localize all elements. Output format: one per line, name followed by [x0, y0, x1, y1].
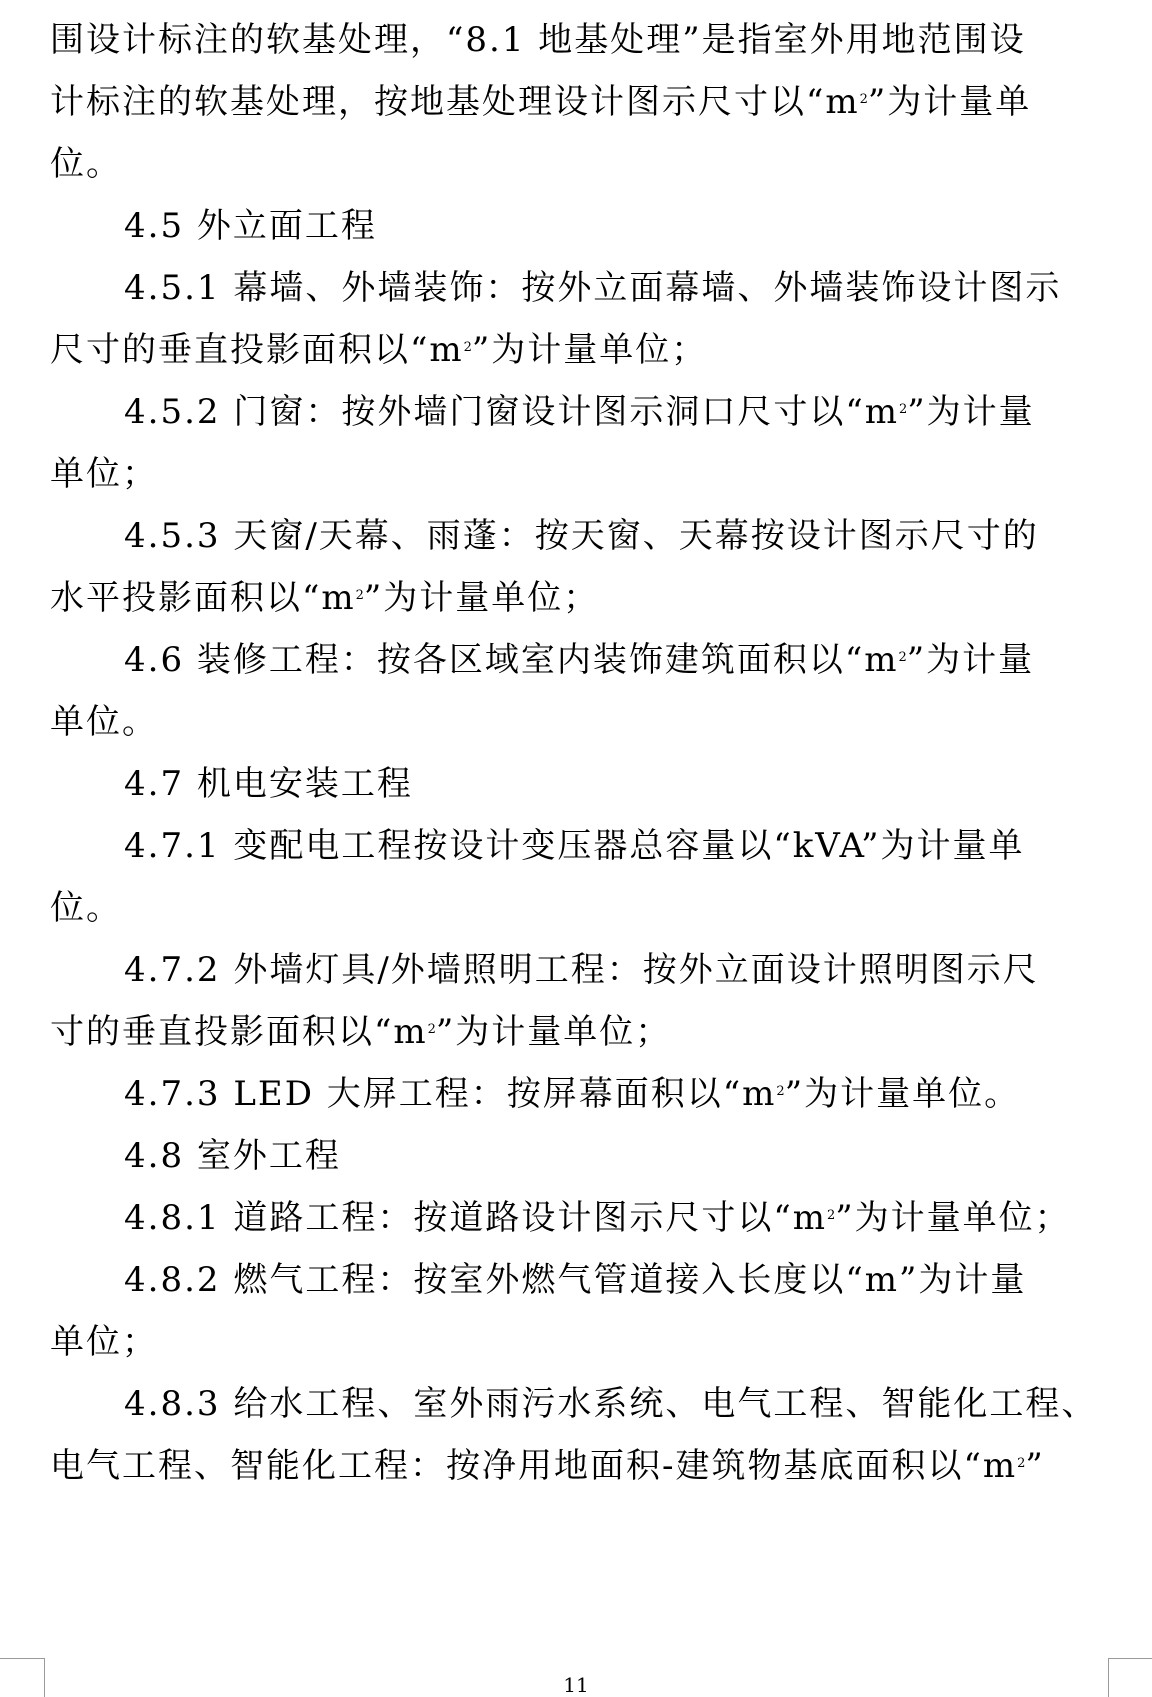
superscript: 2: [826, 1208, 836, 1223]
line-text: 4.7.2 外墙灯具/外墙照明工程：按外立面设计照明图示尺: [124, 950, 1039, 990]
line-text: 单位；: [50, 454, 158, 494]
superscript: 2: [427, 1022, 436, 1037]
superscript: 2: [898, 402, 908, 417]
line-text-after: ”为计量单位；: [471, 330, 708, 370]
superscript: 2: [859, 92, 868, 107]
text-line: [50, 1322, 158, 1362]
text-line: [124, 268, 1061, 308]
section-heading: [124, 1136, 341, 1176]
superscript: 2: [463, 340, 472, 355]
line-text-after: ”为计量: [906, 640, 1035, 680]
superscript: 2: [776, 1084, 785, 1099]
text-line: [50, 144, 122, 184]
text-line: [124, 1260, 1026, 1300]
line-text-after: ”为计量单位。: [784, 1074, 1021, 1114]
line-text: 4.5.1 幕墙、外墙装饰：按外立面幕墙、外墙装饰设计图示: [124, 268, 1062, 308]
line-text-after: ”为计量单位；: [835, 1198, 1071, 1238]
text-line: [50, 888, 122, 928]
line-text-before: 寸的垂直投影面积以“m: [50, 1012, 428, 1052]
line-text: 位。: [50, 144, 122, 184]
text-line: [50, 20, 1026, 60]
section-heading: [124, 640, 1034, 680]
text-line: [124, 826, 1025, 866]
text-line: [50, 330, 707, 370]
line-text: 4.8 室外工程: [124, 1136, 341, 1176]
line-text-before: 尺寸的垂直投影面积以“m: [50, 330, 464, 370]
text-line: [124, 392, 1035, 432]
line-text: 4.8.2 燃气工程：按室外燃气管道接入长度以“m”为计量: [124, 1260, 1027, 1300]
superscript: 2: [1017, 1456, 1026, 1471]
line-text: 位。: [50, 888, 122, 928]
text-line: [50, 1012, 671, 1052]
line-text: 4.7 机电安装工程: [124, 764, 413, 804]
line-text-before: 4.6 装修工程：按各区域室内装饰建筑面积以“m: [124, 640, 899, 680]
line-text: 4.7.1 变配电工程按设计变压器总容量以“kVA”为计量单: [124, 826, 1025, 866]
text-line: [50, 702, 158, 742]
line-text-before: 水平投影面积以“m: [50, 578, 356, 618]
superscript: 2: [355, 588, 364, 603]
line-text-after: ”为计量: [907, 392, 1035, 432]
line-text: 4.5.3 天窗/天幕、雨蓬：按天窗、天幕按设计图示尺寸的: [124, 516, 1039, 556]
line-text: 4.5 外立面工程: [124, 206, 377, 246]
text-line: [50, 454, 158, 494]
line-text: 4.8.3 给水工程、室外雨污水系统、电气工程、智能化工程、: [124, 1384, 1098, 1424]
line-text-before: 4.8.1 道路工程：按道路设计图示尺寸以“m: [124, 1198, 827, 1238]
text-line: [124, 516, 1039, 556]
section-heading: [124, 206, 377, 246]
text-line: [50, 1446, 1045, 1486]
line-text: 围设计标注的软基处理，“8.1 地基处理”是指室外用地范围设: [50, 20, 1026, 60]
text-line: [124, 1074, 1020, 1114]
line-text-after: ”为计量单: [867, 82, 1032, 122]
line-text-before: 4.5.2 门窗：按外墙门窗设计图示洞口尺寸以“m: [124, 392, 899, 432]
line-text-after: ”: [1025, 1446, 1045, 1486]
text-line: [124, 1384, 1097, 1424]
page-number: 11: [563, 1673, 589, 1697]
line-text-before: 计标注的软基处理，按地基处理设计图示尺寸以“m: [50, 82, 860, 122]
section-heading: [124, 764, 413, 804]
line-text-before: 电气工程、智能化工程：按净用地面积-建筑物基底面积以“m: [50, 1446, 1018, 1486]
text-line: [124, 950, 1039, 990]
line-text-before: 4.7.3 LED 大屏工程：按屏幕面积以“m: [124, 1074, 777, 1114]
text-line: [50, 82, 1031, 122]
line-text: 单位。: [50, 702, 158, 742]
line-text: 单位；: [50, 1322, 158, 1362]
text-line: [124, 1198, 1071, 1238]
superscript: 2: [898, 650, 907, 665]
text-line: [50, 578, 599, 618]
line-text-after: ”为计量单位；: [363, 578, 600, 618]
line-text-after: ”为计量单位；: [435, 1012, 672, 1052]
